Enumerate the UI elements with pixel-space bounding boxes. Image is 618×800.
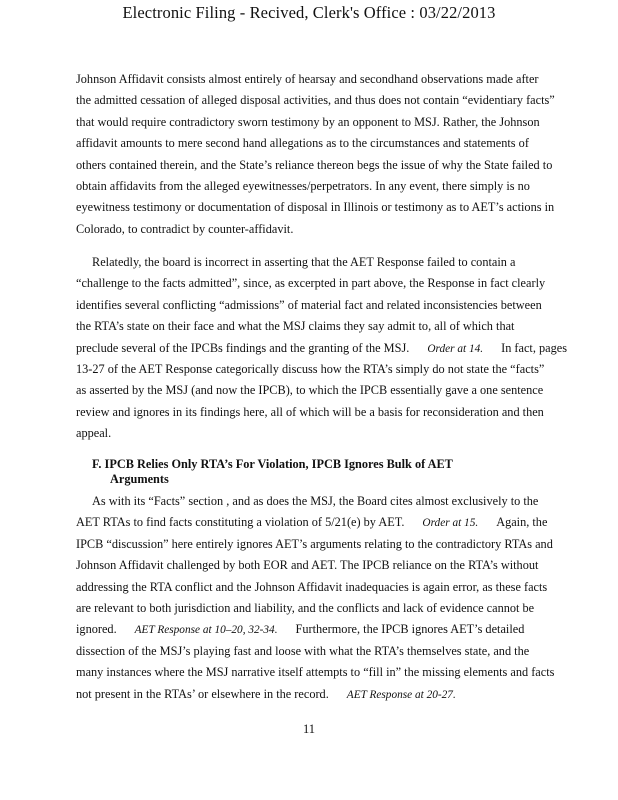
text-segment: Again, the (496, 515, 548, 530)
text-line: review and ignores in its findings here, all of which will be a basis for reconsideration and then (76, 404, 544, 419)
text-line: IPCB “discussion” here entirely ignores AET’s arguments relating to the contradictory RTAs and (76, 536, 553, 551)
text-line: identifies several conflicting “admissions” of material fact and related inconsistencies between (76, 297, 542, 312)
text-line (76, 338, 567, 359)
text-line: as asserted by the MSJ (and now the IPCB), to which the IPCB essentially gave a one sentence (76, 383, 544, 398)
citation: Order at 15. (422, 517, 479, 530)
text-line: many instances where the MSJ narrative itself attempts to “fill in” the missing elements and facts (76, 665, 555, 680)
text-line: Johnson Affidavit challenged by both EOR and AET. The IPCB reliance on the RTA’s without (76, 558, 539, 573)
text-line: Relatedly, the board is incorrect in asserting that the AET Response failed to contain a (92, 255, 516, 269)
text-line: that would require contradictory sworn testimony by an opponent to MSJ. Rather, the Johnson (76, 114, 540, 129)
heading-line: F. IPCB Relies Only RTA’s For Violation, IPCB Ignores Bulk of AET (92, 457, 453, 471)
filing-header: Electronic Filing - Recived, Clerk's Office : 03/22/2013 (122, 3, 496, 22)
text-line: Johnson Affidavit consists almost entirely of hearsay and secondhand observations made after (76, 72, 539, 86)
text-line: eyewitness testimony or documentation of disposal in Illinois or testimony as to AET’s actions in (76, 200, 555, 215)
text-segment: preclude several of the IPCBs findings and the granting of the MSJ. (76, 340, 410, 355)
section-heading (92, 457, 453, 486)
heading-line: Arguments (110, 471, 169, 486)
text-line: Colorado, to contradict by counter-affidavit. (76, 221, 294, 236)
text-segment: not present in the RTAs’ or elsewhere in the record. (76, 686, 329, 701)
text-line: others contained therein, and the State’s reliance thereon begs the issue of why the State failed to (76, 157, 553, 172)
text-segment: AET RTAs to find facts constituting a violation of 5/21(e) by AET. (76, 515, 405, 530)
text-segment: In fact, pages (501, 340, 567, 355)
text-line: dissection of the MSJ’s playing fast and loose with what the RTA’s themselves state, and the (76, 643, 530, 658)
text-line (76, 619, 546, 640)
paragraph-relatedly (76, 252, 567, 445)
page-number: 11 (302, 722, 316, 736)
citation: AET Response at 20-27. (346, 688, 456, 701)
citation: AET Response at 10–20, 32-34. (134, 624, 278, 637)
text-line (76, 684, 546, 705)
text-line: the RTA’s state on their face and what the MSJ claims they say admit to, all of which that (76, 319, 515, 334)
text-line: are relevant to both jurisdiction and liability, and the conflicts and lack of evidence cannot be (76, 600, 535, 615)
text-line: “challenge to the facts admitted”, since, as excerpted in part above, the Response in fact clearly (76, 276, 546, 291)
text-line: affidavit amounts to mere second hand allegations as to the circumstances and statements of (76, 136, 529, 151)
text-line: appeal. (76, 426, 112, 441)
text-line: As with its “Facts” section , and as does the MSJ, the Board cites almost exclusively to the (92, 494, 539, 508)
text-segment: ignored. (76, 622, 117, 637)
citation: Order at 14. (427, 342, 484, 355)
text-line (76, 512, 546, 533)
text-line: the admitted cessation of alleged disposal activities, and thus does not contain “evidentiary facts” (76, 93, 555, 108)
text-line: addressing the RTA conflict and the Johnson Affidavit inadequacies is again error, as these facts (76, 579, 548, 594)
text-line: 13-27 of the AET Response categorically discuss how the RTA’s simply do not state the “facts” (76, 361, 545, 376)
paragraph-facts-section (76, 491, 555, 705)
text-segment: Furthermore, the IPCB ignores AET’s detailed (295, 622, 525, 637)
paragraph-johnson-affidavit (76, 69, 555, 240)
text-line: obtain affidavits from the alleged eyewitnesses/perpetrators. In any event, there simply is no (76, 178, 530, 193)
